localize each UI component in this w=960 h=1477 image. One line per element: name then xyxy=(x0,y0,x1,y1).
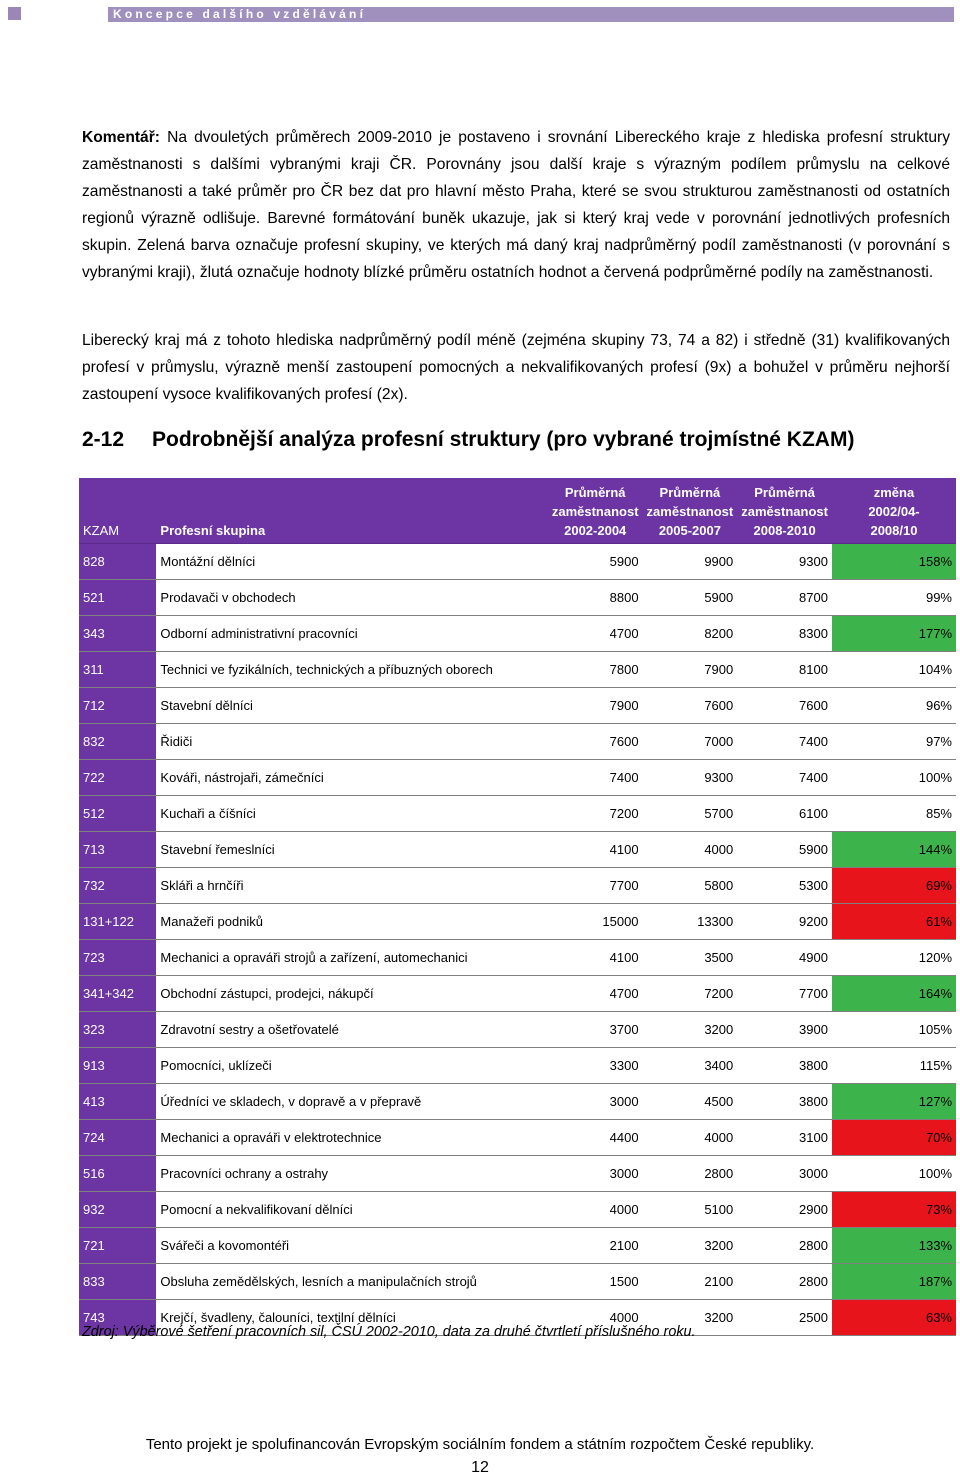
section-heading xyxy=(82,428,854,452)
kzam-code: 516 xyxy=(79,1156,156,1192)
avg-2008-2010: 7600 xyxy=(737,688,832,724)
avg-2008-2010: 4900 xyxy=(737,940,832,976)
avg-2005-2007: 4000 xyxy=(643,1120,738,1156)
profession-name: Skláři a hrnčíři xyxy=(156,868,547,904)
profession-name: Kuchaři a číšníci xyxy=(156,796,547,832)
avg-2005-2007: 3200 xyxy=(643,1300,738,1336)
profession-name: Stavební řemeslníci xyxy=(156,832,547,868)
avg-2005-2007: 5700 xyxy=(643,796,738,832)
avg-2005-2007: 8200 xyxy=(643,616,738,652)
change-percent: 133% xyxy=(832,1228,956,1264)
second-paragraph: Liberecký kraj má z tohoto hlediska nadprůměrný podíl méně (zejména skupiny 73, 74 a 82) i středně (31) kvalifikovaných profesí v průmyslu, výrazně menší zastoupení pomocných a nekvalifikovaných profesí (9x) a bohužel v průměru nejhorší zastoupení vysoce kvalifikovaných profesí (2x). xyxy=(82,332,950,403)
avg-2002-2004: 3000 xyxy=(548,1084,643,1120)
avg-2002-2004: 15000 xyxy=(548,904,643,940)
profession-name: Obchodní zástupci, prodejci, nákupčí xyxy=(156,976,547,1012)
header-group: Profesní skupina xyxy=(156,478,547,544)
avg-2005-2007: 5100 xyxy=(643,1192,738,1228)
kzam-code: 713 xyxy=(79,832,156,868)
avg-2005-2007: 13300 xyxy=(643,904,738,940)
source-note: Zdroj: Výběrové šetření pracovních sil, ČSÚ 2002-2010, data za druhé čtvrtletí příslušného roku. xyxy=(82,1324,696,1340)
avg-2002-2004: 4700 xyxy=(548,616,643,652)
table-row xyxy=(79,1048,956,1084)
avg-2008-2010: 5900 xyxy=(737,832,832,868)
change-percent: 85% xyxy=(832,796,956,832)
comment-paragraph xyxy=(82,124,950,286)
avg-2002-2004: 8800 xyxy=(548,580,643,616)
kzam-code: 732 xyxy=(79,868,156,904)
kzam-code: 724 xyxy=(79,1120,156,1156)
avg-2002-2004: 7600 xyxy=(548,724,643,760)
header-square-icon xyxy=(8,7,21,20)
kzam-code: 721 xyxy=(79,1228,156,1264)
profession-table xyxy=(79,478,956,1336)
avg-2002-2004: 2100 xyxy=(548,1228,643,1264)
kzam-code: 832 xyxy=(79,724,156,760)
table-row xyxy=(79,652,956,688)
table-row xyxy=(79,868,956,904)
change-percent: 104% xyxy=(832,652,956,688)
table-row xyxy=(79,940,956,976)
change-percent: 127% xyxy=(832,1084,956,1120)
change-percent: 120% xyxy=(832,940,956,976)
change-percent: 158% xyxy=(832,544,956,580)
avg-2008-2010: 3800 xyxy=(737,1084,832,1120)
change-percent: 187% xyxy=(832,1264,956,1300)
section-title: Podrobnější analýza profesní struktury (pro vybrané trojmístné KZAM) xyxy=(152,428,855,451)
profession-name: Montážní dělníci xyxy=(156,544,547,580)
table-row xyxy=(79,760,956,796)
change-percent: 96% xyxy=(832,688,956,724)
table-row xyxy=(79,832,956,868)
table-row xyxy=(79,1084,956,1120)
change-percent: 100% xyxy=(832,760,956,796)
avg-2005-2007: 2800 xyxy=(643,1156,738,1192)
change-percent: 97% xyxy=(832,724,956,760)
profession-name: Pomocníci, uklízeči xyxy=(156,1048,547,1084)
profession-name: Obsluha zemědělských, lesních a manipulačních strojů xyxy=(156,1264,547,1300)
avg-2005-2007: 2100 xyxy=(643,1264,738,1300)
avg-2002-2004: 7800 xyxy=(548,652,643,688)
table-row xyxy=(79,1012,956,1048)
avg-2002-2004: 7700 xyxy=(548,868,643,904)
avg-2002-2004: 1500 xyxy=(548,1264,643,1300)
avg-2005-2007: 3400 xyxy=(643,1048,738,1084)
change-percent: 63% xyxy=(832,1300,956,1336)
change-percent: 69% xyxy=(832,868,956,904)
avg-2002-2004: 7400 xyxy=(548,760,643,796)
header-title: Koncepce dalšího vzdělávání xyxy=(113,7,367,21)
table-row xyxy=(79,544,956,580)
kzam-code: 723 xyxy=(79,940,156,976)
avg-2005-2007: 4500 xyxy=(643,1084,738,1120)
avg-2002-2004: 4000 xyxy=(548,1192,643,1228)
avg-2008-2010: 8300 xyxy=(737,616,832,652)
table-row xyxy=(79,724,956,760)
kzam-code: 131+122 xyxy=(79,904,156,940)
kzam-code: 833 xyxy=(79,1264,156,1300)
avg-2005-2007: 5900 xyxy=(643,580,738,616)
profession-name: Zdravotní sestry a ošetřovatelé xyxy=(156,1012,547,1048)
table-row xyxy=(79,616,956,652)
avg-2005-2007: 7000 xyxy=(643,724,738,760)
avg-2002-2004: 3300 xyxy=(548,1048,643,1084)
avg-2005-2007: 7200 xyxy=(643,976,738,1012)
avg-2005-2007: 4000 xyxy=(643,832,738,868)
kzam-code: 512 xyxy=(79,796,156,832)
table-row xyxy=(79,1156,956,1192)
change-percent: 73% xyxy=(832,1192,956,1228)
profession-name: Technici ve fyzikálních, technických a příbuzných oborech xyxy=(156,652,547,688)
header-avg-2002-2004: Průměrná zaměstnanost 2002-2004 xyxy=(548,478,643,544)
avg-2008-2010: 3100 xyxy=(737,1120,832,1156)
change-percent: 61% xyxy=(832,904,956,940)
change-percent: 105% xyxy=(832,1012,956,1048)
kzam-code: 722 xyxy=(79,760,156,796)
avg-2002-2004: 7200 xyxy=(548,796,643,832)
kzam-code: 913 xyxy=(79,1048,156,1084)
profession-name: Krejčí, švadleny, čalouníci, textilní dělníci xyxy=(156,1300,547,1336)
change-percent: 99% xyxy=(832,580,956,616)
section-number: 2-12 xyxy=(82,428,125,451)
profession-name: Odborní administrativní pracovníci xyxy=(156,616,547,652)
avg-2005-2007: 7600 xyxy=(643,688,738,724)
avg-2002-2004: 3000 xyxy=(548,1156,643,1192)
change-percent: 115% xyxy=(832,1048,956,1084)
table-header-row xyxy=(79,478,956,544)
avg-2002-2004: 4700 xyxy=(548,976,643,1012)
comment-text: Na dvouletých průměrech 2009-2010 je postaveno i srovnání Libereckého kraje z hlediska profesní struktury zaměstnanosti s dalšími vybranými kraji ČR. Porovnány jsou další kraje s výrazným podílem průmyslu na celkové zaměstnanosti a také průměr pro ČR bez dat pro hlavní město Praha, které se svou strukturou zaměstnanosti od ostatních regionů výrazně odlišuje. Barevné formátování buněk ukazuje, jak si který kraj vede v porovnání jednotlivých profesních skupin. Zelená barva označuje profesní skupiny, ve kterých má daný kraj nadprůměrný podíl zaměstnanosti (v porovnání s vybranými kraji), žlutá označuje hodnoty blízké průměru ostatních hodnot a červená podprůměrné podíly na zaměstnanosti. xyxy=(82,129,950,281)
avg-2008-2010: 7700 xyxy=(737,976,832,1012)
table-row xyxy=(79,976,956,1012)
profession-name: Pomocní a nekvalifikovaní dělníci xyxy=(156,1192,547,1228)
table-row xyxy=(79,1264,956,1300)
avg-2002-2004: 4400 xyxy=(548,1120,643,1156)
table-row xyxy=(79,580,956,616)
kzam-code: 743 xyxy=(79,1300,156,1336)
kzam-code: 341+342 xyxy=(79,976,156,1012)
header-avg-2005-2007: Průměrná zaměstnanost 2005-2007 xyxy=(643,478,738,544)
footer-text: Tento projekt je spolufinancován Evropským sociálním fondem a státním rozpočtem České republiky. xyxy=(145,1436,815,1453)
avg-2008-2010: 2800 xyxy=(737,1228,832,1264)
table-row xyxy=(79,688,956,724)
profession-name: Manažeři podniků xyxy=(156,904,547,940)
change-percent: 100% xyxy=(832,1156,956,1192)
profession-name: Mechanici a opraváři v elektrotechnice xyxy=(156,1120,547,1156)
kzam-code: 712 xyxy=(79,688,156,724)
avg-2005-2007: 3200 xyxy=(643,1012,738,1048)
avg-2008-2010: 8100 xyxy=(737,652,832,688)
change-percent: 70% xyxy=(832,1120,956,1156)
avg-2005-2007: 5800 xyxy=(643,868,738,904)
header-kzam: KZAM xyxy=(79,478,156,544)
avg-2002-2004: 4000 xyxy=(548,1300,643,1336)
avg-2008-2010: 3800 xyxy=(737,1048,832,1084)
table-row xyxy=(79,1192,956,1228)
avg-2005-2007: 9900 xyxy=(643,544,738,580)
avg-2008-2010: 2500 xyxy=(737,1300,832,1336)
avg-2008-2010: 9300 xyxy=(737,544,832,580)
avg-2008-2010: 7400 xyxy=(737,724,832,760)
avg-2008-2010: 7400 xyxy=(737,760,832,796)
change-percent: 144% xyxy=(832,832,956,868)
avg-2005-2007: 3200 xyxy=(643,1228,738,1264)
table-row xyxy=(79,1120,956,1156)
profession-name: Úředníci ve skladech, v dopravě a v přepravě xyxy=(156,1084,547,1120)
page-header xyxy=(0,0,960,30)
avg-2008-2010: 2900 xyxy=(737,1192,832,1228)
avg-2002-2004: 4100 xyxy=(548,832,643,868)
kzam-code: 521 xyxy=(79,580,156,616)
profession-name: Svářeči a kovomontéři xyxy=(156,1228,547,1264)
avg-2002-2004: 7900 xyxy=(548,688,643,724)
table-row xyxy=(79,904,956,940)
avg-2005-2007: 3500 xyxy=(643,940,738,976)
kzam-code: 323 xyxy=(79,1012,156,1048)
avg-2002-2004: 3700 xyxy=(548,1012,643,1048)
kzam-code: 932 xyxy=(79,1192,156,1228)
avg-2005-2007: 7900 xyxy=(643,652,738,688)
header-avg-2008-2010: Průměrná zaměstnanost 2008-2010 xyxy=(737,478,832,544)
kzam-code: 413 xyxy=(79,1084,156,1120)
profession-name: Kováři, nástrojaři, zámečníci xyxy=(156,760,547,796)
kzam-code: 343 xyxy=(79,616,156,652)
change-percent: 164% xyxy=(832,976,956,1012)
avg-2008-2010: 2800 xyxy=(737,1264,832,1300)
avg-2008-2010: 6100 xyxy=(737,796,832,832)
profession-name: Prodavači v obchodech xyxy=(156,580,547,616)
avg-2005-2007: 9300 xyxy=(643,760,738,796)
avg-2008-2010: 9200 xyxy=(737,904,832,940)
avg-2008-2010: 3900 xyxy=(737,1012,832,1048)
kzam-code: 828 xyxy=(79,544,156,580)
avg-2002-2004: 4100 xyxy=(548,940,643,976)
comment-label: Komentář: xyxy=(82,129,160,146)
table-row xyxy=(79,796,956,832)
header-change: změna 2002/04- 2008/10 xyxy=(832,478,956,544)
profession-name: Mechanici a opraváři strojů a zařízení, automechanici xyxy=(156,940,547,976)
avg-2008-2010: 5300 xyxy=(737,868,832,904)
profession-name: Řidiči xyxy=(156,724,547,760)
avg-2008-2010: 3000 xyxy=(737,1156,832,1192)
profession-name: Pracovníci ochrany a ostrahy xyxy=(156,1156,547,1192)
change-percent: 177% xyxy=(832,616,956,652)
avg-2002-2004: 5900 xyxy=(548,544,643,580)
kzam-code: 311 xyxy=(79,652,156,688)
table-row xyxy=(79,1228,956,1264)
profession-name: Stavební dělníci xyxy=(156,688,547,724)
page-number: 12 xyxy=(471,1459,489,1476)
avg-2008-2010: 8700 xyxy=(737,580,832,616)
